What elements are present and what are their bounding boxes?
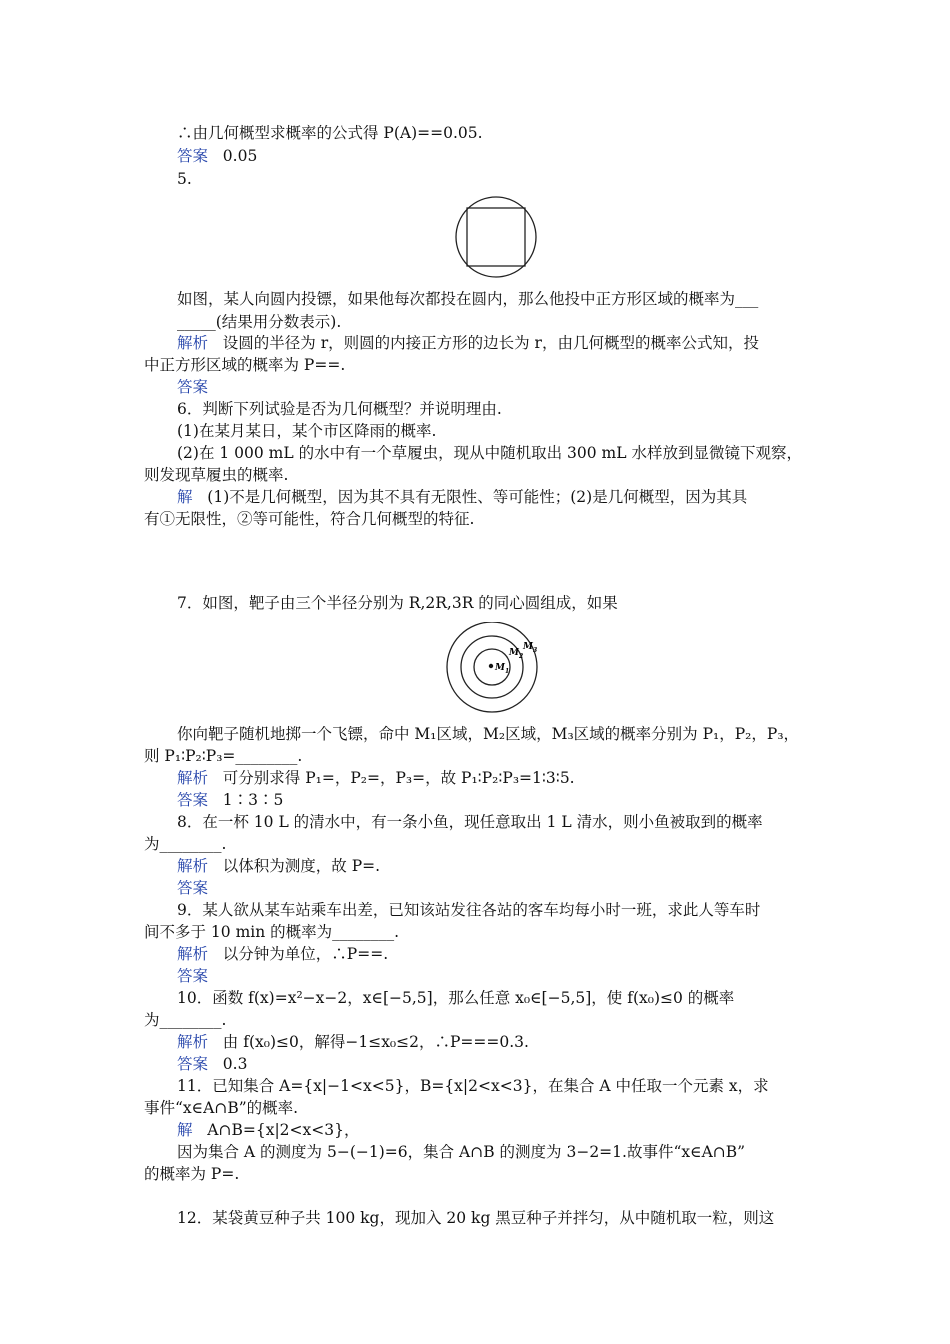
m3-sub: 3	[532, 647, 538, 654]
answer-line	[177, 790, 283, 810]
answer-text: 0.3	[222, 1055, 248, 1073]
answer-line	[177, 878, 208, 898]
answer-text: 1∶3∶5	[222, 791, 284, 809]
text-line: ∴由几何概型求概率的公式得 P(A)==0.05.	[177, 124, 483, 142]
solution-label: 解析	[177, 857, 209, 875]
solution-label: 解	[177, 488, 193, 506]
solution-text: 可分别求得 P₁=，P₂=，P₃=，故 P₁∶P₂∶P₃=1∶3∶5.	[222, 769, 575, 787]
answer-label: 答案	[177, 967, 209, 985]
text-line: 11．已知集合 A={x|−1<x<5}，B={x|2<x<3}，在集合 A 中任取一个元素 x，求	[177, 1077, 769, 1095]
answer-label: 答案	[177, 791, 209, 809]
text-line: 为________.	[144, 1011, 227, 1029]
text-line: 中正方形区域的概率为 P==.	[144, 356, 346, 374]
answer-label: 答案	[177, 147, 209, 165]
solution-line	[177, 944, 388, 964]
text-line: 10．函数 f(x)=x²−x−2，x∈[−5,5]，那么任意 x₀∈[−5,5]，使 f(x₀)≤0 的概率	[177, 989, 735, 1007]
text-line: 则 P₁∶P₂∶P₃=________.	[144, 747, 303, 765]
text-line: 8．在一杯 10 L 的清水中，有一条小鱼，现任意取出 1 L 清水，则小鱼被取到的概率	[177, 813, 763, 831]
m2-label: M	[509, 648, 519, 658]
answer-label: 答案	[177, 879, 209, 897]
text-line: (2)在 1 000 mL 的水中有一个草履虫，现从中随机取出 300 mL 水样放到显微镜下观察，	[177, 444, 802, 462]
concentric-target-figure	[437, 622, 547, 716]
text-line: 12．某袋黄豆种子共 100 kg，现加入 20 kg 黑豆种子并拌匀，从中随机取一粒，则这	[177, 1209, 775, 1227]
answer-line	[177, 1054, 247, 1074]
solution-text: A∩B={x|2<x<3}，	[207, 1121, 360, 1139]
text-line: 间不多于 10 min 的概率为________.	[144, 923, 400, 941]
solution-text: 设圆的半径为 r，则圆的内接正方形的边长为 r，由几何概型的概率公式知，投	[222, 334, 759, 352]
solution-text: (1)不是几何概型，因为其不具有无限性、等可能性；(2)是几何概型，因为其具	[207, 488, 748, 506]
text-line: (1)在某月某日，某个市区降雨的概率.	[177, 422, 437, 440]
text-line: 有①无限性，②等可能性，符合几何概型的特征.	[144, 510, 475, 528]
solution-line	[177, 333, 759, 353]
solution-label: 解析	[177, 945, 209, 963]
text-line: 则发现草履虫的概率.	[144, 466, 289, 484]
solution-line	[177, 1120, 359, 1140]
text-line: 你向靶子随机地掷一个飞镖，命中 M₁区域，M₂区域，M₃区域的概率分别为 P₁，P₂，P₃，	[177, 725, 800, 743]
solution-text: 由 f(x₀)≤0，解得−1≤x₀≤2，∴P===0.3.	[222, 1033, 529, 1051]
answer-line	[177, 146, 257, 166]
answer-text: 0.05	[222, 147, 258, 165]
answer-line	[177, 377, 208, 397]
answer-label: 答案	[177, 378, 209, 396]
m1-sub: 1	[504, 668, 510, 675]
text-line: 为________.	[144, 835, 227, 853]
text-line: 7．如图，靶子由三个半径分别为 R,2R,3R 的同心圆组成，如果	[177, 594, 618, 612]
answer-line	[177, 966, 208, 986]
solution-label: 解析	[177, 334, 209, 352]
solution-text: 以分钟为单位，∴P==.	[222, 945, 389, 963]
text-line: 因为集合 A 的测度为 5−(−1)=6，集合 A∩B 的测度为 3−2=1.故事件“x∈A∩B”	[177, 1143, 746, 1161]
m1-label: M	[495, 663, 505, 673]
solution-label: 解析	[177, 1033, 209, 1051]
text-line: 事件“x∈A∩B”的概率.	[144, 1099, 299, 1117]
m3-label: M	[523, 642, 533, 652]
solution-line	[177, 768, 575, 788]
svg-text:M3	[522, 642, 537, 654]
solution-line	[177, 856, 380, 876]
text-line: 9．某人欲从某车站乘车出差，已知该站发往各站的客车均每小时一班，求此人等车时	[177, 901, 761, 919]
solution-label: 解析	[177, 769, 209, 787]
solution-line	[177, 487, 747, 507]
m2-sub: 2	[518, 653, 524, 660]
solution-label: 解	[177, 1121, 193, 1139]
text-line: 如图，某人向圆内投镖，如果他每次都投在圆内，那么他投中正方形区域的概率为___	[177, 290, 759, 308]
problem-number: 5.	[177, 170, 192, 188]
solution-line	[177, 1032, 529, 1052]
solution-text: 以体积为测度，故 P=.	[222, 857, 381, 875]
text-line: _____(结果用分数表示).	[177, 313, 342, 331]
svg-text:M2	[508, 648, 523, 660]
text-line: 的概率为 P=.	[144, 1165, 240, 1183]
svg-text:M1	[494, 663, 509, 675]
circle-square-figure	[447, 196, 545, 278]
text-line: 6．判断下列试验是否为几何概型？并说明理由.	[177, 400, 502, 418]
answer-label: 答案	[177, 1055, 209, 1073]
